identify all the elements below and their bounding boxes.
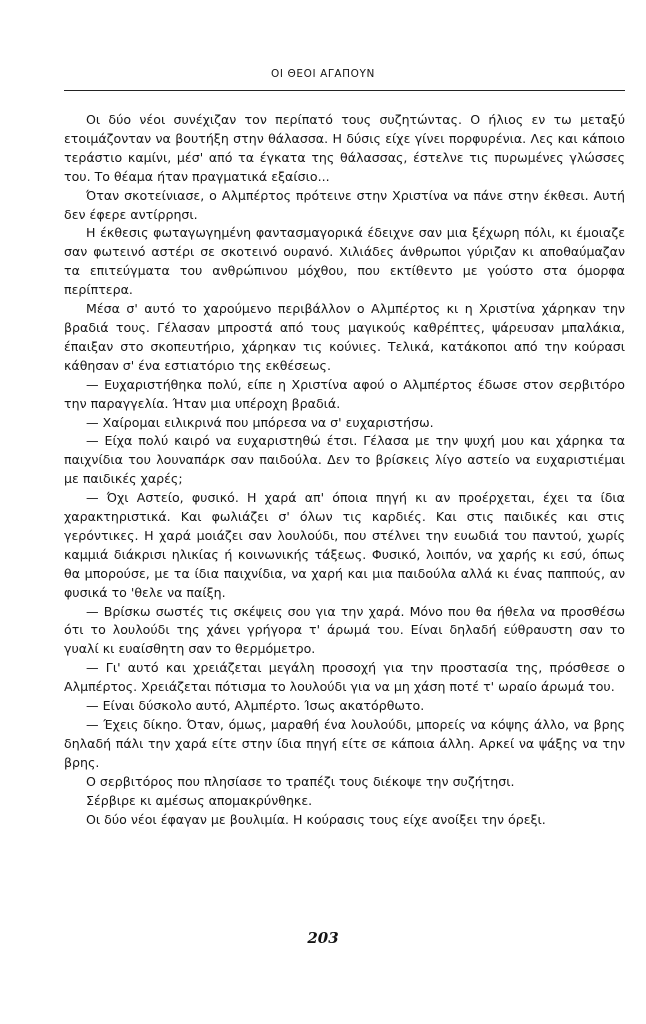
dialogue-paragraph: — Ευχαριστήθηκα πολύ, είπε η Χριστίνα αφού ο Αλμπέρτος έδωσε στον σερβιτόρο την παραγγελία. Ήταν μια υπέροχη βραδιά. [64,376,625,411]
dialogue-paragraph: — Χαίρομαι ειλικρινά που μπόρεσα να σ' ευχαριστήσω. [86,414,434,430]
dialogue-paragraph: — Είναι δύσκολο αυτό, Αλμπέρτο. Ίσως ακατόρθωτο. [86,698,425,714]
paragraph: Η έκθεσις φωταγωγημένη φαντασμαγορικά έδειχνε σαν μια ξέχωρη πόλι, κι έμοιαζε σαν φωτεινό αστέρι σε σκοτεινό ουρανό. Χιλιάδες άνθρωποι γύριζαν κι αποθαύμαζαν τα επιτεύγματα του ανθρώπινου μόχθου, που εκτίθεντο με γούστο στα όμορφα περίπτερα. [64,225,625,298]
paragraph: Σέρβιρε κι αμέσως απομακρύνθηκε. [86,792,313,808]
paragraph: Ο σερβιτόρος που πλησίασε το τραπέζι τους διέκοψε την συζήτησι. [86,773,515,789]
page-number: 203 [307,929,339,947]
dialogue-paragraph: — Γι' αυτό και χρειάζεται μεγάλη προσοχή για την προστασία της, πρόσθεσε ο Αλμπέρτος. Χρειάζεται πότισμα το λουλούδι για να μη χάση ποτέ τ' ωραίο άρωμά του. [64,660,625,695]
dialogue-paragraph: — Έχεις δίκηο. Όταν, όμως, μαραθή ένα λουλούδι, μπορείς να κόψης άλλο, να βρης δηλαδή πάλι την χαρά είτε στην ίδια πηγή είτε σε κάποια άλλη. Αρκεί να ψάξης να την βρης. [64,717,625,770]
body-text [64,111,625,829]
dialogue-paragraph: — Είχα πολύ καιρό να ευχαριστηθώ έτσι. Γέλασα με την ψυχή μου και χάρηκα τα παιχνίδια του λουναπάρκ σαν παιδούλα. Δεν το βρίσκεις λίγο αστείο να ευχαριστιέμαι με παιδικές χαρές; [64,433,625,487]
running-head-title: ΟΙ ΘΕΟΙ ΑΓΑΠΟΥΝ [271,68,375,80]
header-rule [64,90,625,91]
paragraph: Οι δύο νέοι έφαγαν με βουλιμία. Η κούρασις τους είχε ανοίξει την όρεξι. [86,811,546,827]
dialogue-paragraph: — Όχι Αστείο, φυσικό. Η χαρά απ' όποια πηγή κι αν προέρχεται, έχει τα ίδια χαρακτηριστικά. Και φωλιάζει σ' όλων τις καρδιές. Και στις παιδικές και στις γερόντικες. Η χαρά μοιάζει σαν λουλούδι, που στέλνει την ευωδιά του παντού, χωρίς καμμιά διάκρισι ηλικίας ή κοινωνικής τάξεως. Φυσικό, λοιπόν, να χαρής κι εσύ, όπως θα μπορούσε, με τα ίδια παιχνίδια, να χαρή και μια παιδούλα αλλά κι ένας παππούς, αν φυσικά το 'θελε να παίξη. [64,490,625,600]
paragraph: Μέσα σ' αυτό το χαρούμενο περιβάλλον ο Αλμπέρτος κι η Χριστίνα χάρηκαν την βραδιά τους. Γέλασαν μπροστά από τους μαγικούς καθρέπτες, ψάρευσαν μπαλάκια, έπαιξαν στο σκοπευτήριο, χάρηκαν τις κούνιες. Τελικά, κατάκοποι από την κούρασι κάθησαν σ' ένα εστιατόριο της εκθέσεως. [64,301,625,373]
paragraph: Οι δύο νέοι συνέχιζαν τον περίπατό τους συζητώντας. Ο ήλιος εν τω μεταξύ ετοιμάζονταν να βουτήξη στην θάλασσα. Η δύσις είχε γίνει πορφυρένια. Λες και κάποιο τεράστιο καμίνι, μέσ' από τα έγκατα της θάλασσας, έστελνε τις πυρωμένες γλώσσες του. Το θέαμα ήταν πραγματικά εξαίσιο... [64,112,625,184]
paragraph: Όταν σκοτείνιασε, ο Αλμπέρτος πρότεινε στην Χριστίνα να πάνε στην έκθεσι. Αυτή δεν έφερε αντίρρησι. [64,187,625,222]
dialogue-paragraph: — Βρίσκω σωστές τις σκέψεις σου για την χαρά. Μόνο που θα ήθελα να προσθέσω ότι το λουλούδι της χάνει γρήγορα τ' άρωμά του. Είναι δηλαδή εύθραυστη σαν το γυαλί κι ευαίσθητη σαν το θερμόμετρο. [64,603,625,657]
